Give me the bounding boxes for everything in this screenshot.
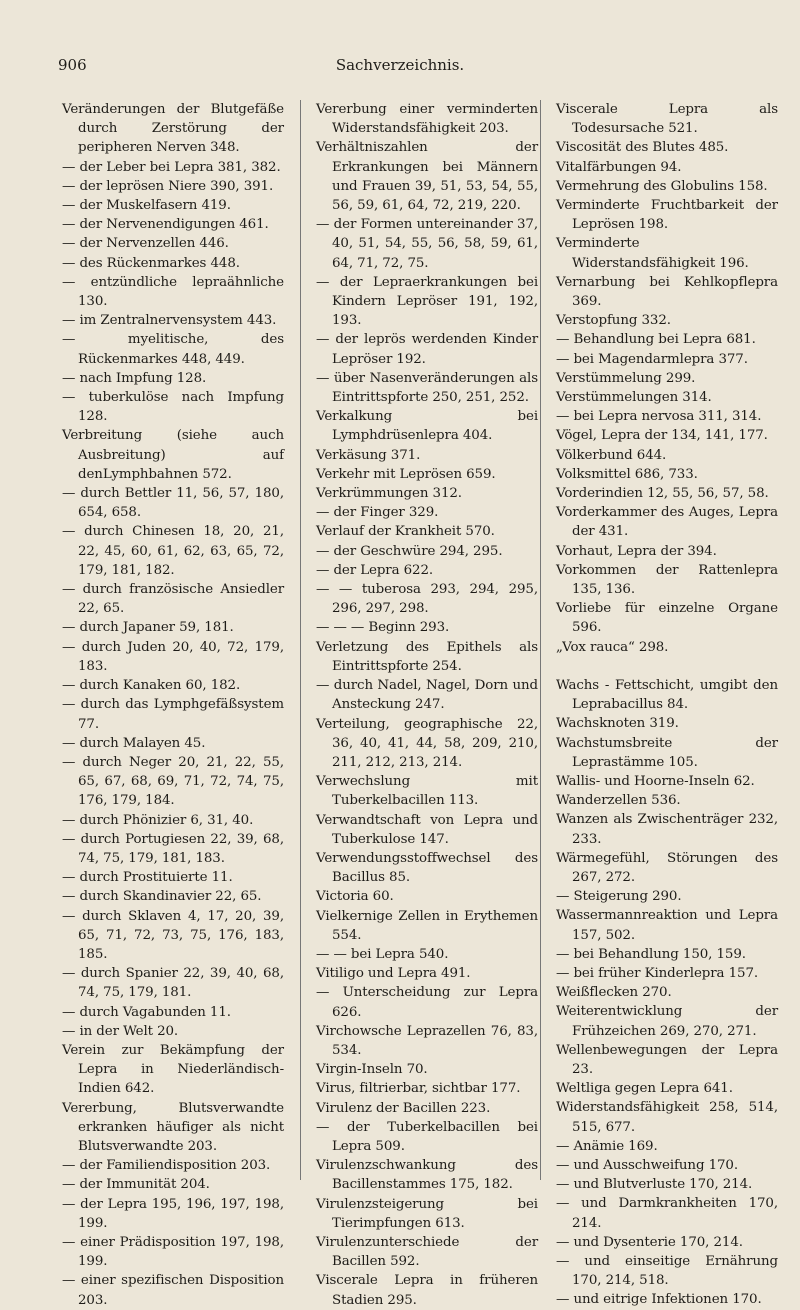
index-entry: — — — Beginn 293. [316,620,450,636]
index-entry: Vitiligo und Lepra 491. [316,966,471,982]
index-column-right [556,100,778,1310]
index-entry: — durch Bettler 11, 56, 57, 180, 654, 658. [62,486,284,521]
index-entry: — der Leber bei Lepra 381, 382. [62,159,281,175]
index-entry: Vitalfärbungen 94. [556,159,682,175]
index-entry: Verwendungsstoffwechsel des Bacillus 85. [316,850,538,886]
index-entry: — über Nasenveränderungen als Eintrittspforte 250, 251, 252. [316,370,538,406]
index-entry: Verwandtschaft von Lepra und Tuberkulose 147. [316,812,538,847]
index-entry: Verletzung des Epithels als Eintrittspforte 254. [316,639,538,674]
index-entry: Verlauf der Krankheit 570. [316,524,495,540]
index-entry: Virulenzschwankung des Bacillenstammes 175, 182. [316,1158,538,1193]
index-entry: Virus, filtrierbar, sichtbar 177. [316,1081,521,1097]
index-entry: — durch Phönizier 6, 31, 40. [62,812,254,828]
index-entry: Wassermannreaktion und Lepra 157, 502. [556,908,778,943]
index-entry: Widerstandsfähigkeit 258, 514, 515, 677. [556,1100,778,1135]
page-header [0,56,800,80]
index-entry: Vernarbung bei Kehlkopflepra 369. [556,274,778,310]
index-entry: — durch französische Ansiedler 22, 65. [62,582,284,617]
index-entry: Vorderindien 12, 55, 56, 57, 58. [556,486,769,502]
index-entry: — in der Welt 20. [62,1023,179,1039]
index-entry: Vererbung einer verminderten Widerstandsfähigkeit 203. [316,102,538,137]
index-entry: — durch Portugiesen 22, 39, 68, 74, 75, 179, 181, 183. [62,831,284,866]
index-entry: Vorhaut, Lepra der 394. [556,543,717,559]
index-entry: — durch Skandinavier 22, 65. [62,889,262,905]
index-entry: Verkalkung bei Lymphdrüsenlepra 404. [316,409,538,444]
index-entry: Wachsknoten 319. [556,716,679,732]
index-entry: — durch Japaner 59, 181. [62,620,234,636]
index-entry: Victoria 60. [316,889,394,905]
index-entry: Wanzen als Zwischenträger 232, 233. [556,812,778,847]
index-entry: — durch Sklaven 4, 17, 20, 39, 65, 71, 72, 73, 75, 176, 183, 185. [62,908,284,962]
column-divider [300,100,301,1180]
index-entry: — und Ausschweifung 170. [556,1157,739,1173]
index-entry: Vorkommen der Rattenlepra 135, 136. [556,562,778,598]
index-entry: Virulenz der Bacillen 223. [316,1100,491,1116]
index-entry: — durch Chinesen 18, 20, 21, 22, 45, 60, 61, 62, 63, 65, 72, 179, 181, 182. [62,524,284,578]
index-entry: — der Immunität 204. [62,1177,210,1193]
index-entry: Verstopfung 332. [556,313,671,329]
index-entry: — im Zentralnervensystem 443. [62,313,277,329]
index-entry: — myelitische, des Rückenmarkes 448, 449. [62,332,284,367]
index-entry: — durch Nadel, Nagel, Dorn und Ansteckung 247. [316,678,538,713]
index-entry: Verkehr mit Leprösen 659. [316,466,496,482]
index-entry: — der Nervenzellen 446. [62,236,229,252]
index-entry: Wärmegefühl, Störungen des 267, 272. [556,850,778,885]
index-entry: Wellenbewegungen der Lepra 23. [556,1042,778,1077]
index-entry: — der Geschwüre 294, 295. [316,543,503,559]
index-entry: — bei früher Kinderlepra 157. [556,965,759,981]
index-entry: — der Tuberkelbacillen bei Lepra 509. [316,1119,538,1154]
index-entry: — der Finger 329. [316,505,439,521]
index-entry: — und eitrige Infektionen 170. [556,1292,762,1308]
running-title: Sachverzeichnis. [335,56,465,74]
index-entry: Virchowsche Leprazellen 76, 83, 534. [316,1023,538,1058]
index-entry: — bei Magendarmlepra 377. [556,351,748,367]
index-entry: — bei Lepra nervosa 311, 314. [556,409,762,425]
index-entry: Vögel, Lepra der 134, 141, 177. [556,428,768,444]
index-entry: — und einseitige Ernährung 170, 214, 518. [556,1253,778,1289]
index-entry: Veränderungen der Blutgefäße durch Zerstörung der peripheren Nerven 348. [62,102,284,156]
index-entry: Verstümmelungen 314. [556,390,712,406]
index-entry: — der leprös werdenden Kinder Lepröser 192. [316,332,538,367]
index-entry: Verein zur Bekämpfung der Lepra in Niederländisch-Indien 642. [62,1042,284,1097]
index-column-middle [316,100,538,1310]
column-divider [540,100,541,1180]
index-entry: — der Lepra 195, 196, 197, 198, 199. [62,1196,284,1231]
index-entry: — durch Kanaken 60, 182. [62,678,241,694]
index-entry: — tuberkulöse nach Impfung 128. [62,390,284,425]
index-entry: Weißflecken 270. [556,985,672,1001]
index-entry: Viscerale Lepra in früheren Stadien 295. [316,1273,538,1308]
index-entry: Weiterentwicklung der Frühzeichen 269, 270, 271. [556,1004,778,1039]
index-entry: Viscosität des Blutes 485. [556,140,729,156]
index-entry: Wanderzellen 536. [556,793,681,809]
index-entry: Vererbung, Blutsverwandte erkranken häufiger als nicht Blutsverwandte 203. [62,1100,284,1154]
index-entry: — Behandlung bei Lepra 681. [556,332,756,348]
index-entry: — der Muskelfasern 419. [62,198,231,214]
index-entry: Viscerale Lepra als Todesursache 521. [556,102,778,137]
index-entry: — durch das Lymphgefäßsystem 77. [62,697,284,732]
index-entry: — der Lepraerkrankungen bei Kindern Lepröser 191, 192, 193. [316,274,538,329]
index-entry: — durch Juden 20, 40, 72, 179, 183. [62,639,284,674]
index-entry: — nach Impfung 128. [62,370,207,386]
index-entry: Volksmittel 686, 733. [556,466,698,482]
index-entry: — Steigerung 290. [556,889,682,905]
index-entry: Verbreitung (siehe auch Ausbreitung) auf denLymphbahnen 572. [62,428,284,482]
index-entry: — bei Behandlung 150, 159. [556,946,746,962]
index-entry: — der Formen untereinander 37, 40, 51, 54, 55, 56, 58, 59, 61, 64, 71, 72, 75. [316,217,538,271]
index-entry: Vielkernige Zellen in Erythemen 554. [316,908,538,943]
index-entry: — einer Prädisposition 197, 198, 199. [62,1234,284,1270]
index-entry: „Vox rauca“ 298. [556,639,669,655]
index-entry: Virgin-Inseln 70. [316,1062,428,1078]
index-entry: Wachstumsbreite der Leprastämme 105. [556,735,778,770]
index-entry: — und Blutverluste 170, 214. [556,1177,753,1193]
index-entry: — und Dysenterie 170, 214. [556,1234,743,1250]
index-column-left [62,100,284,1310]
index-entry: — Unterscheidung zur Lepra 626. [316,985,538,1020]
index-entry: Verhältniszahlen der Erkrankungen bei Männern und Frauen 39, 51, 53, 54, 55, 56, 59, 61, 64, 72, 219, 220. [316,140,538,214]
index-entry: Verkrümmungen 312. [316,486,462,502]
index-entry: Wachs - Fettschicht, umgibt den Leprabacillus 84. [556,677,778,713]
index-entry: — — tuberosa 293, 294, 295, 296, 297, 298. [316,582,538,617]
index-entry: — durch Prostituierte 11. [62,870,233,886]
index-entry: — und Darmkrankheiten 170, 214. [556,1196,778,1231]
section-gap [556,657,778,676]
index-entry: Verwechslung mit Tuberkelbacillen 113. [316,774,538,809]
index-entry: — durch Malayen 45. [62,735,206,751]
index-entry: — durch Vagabunden 11. [62,1004,231,1020]
index-entry: — des Rückenmarkes 448. [62,255,240,271]
index-entry: Virulenzunterschiede der Bacillen 592. [316,1234,538,1270]
index-entry: — durch Neger 20, 21, 22, 55, 65, 67, 68, 69, 71, 72, 74, 75, 176, 179, 184. [62,754,284,809]
index-entry: — — bei Lepra 540. [316,946,449,962]
page-number: 906 [58,56,87,74]
index-entry: Völkerbund 644. [556,447,667,463]
index-entry: — einer spezifischen Disposition 203. [62,1273,284,1308]
index-entry: Verkäsung 371. [316,447,421,463]
index-entry: Verminderte Fruchtbarkeit der Leprösen 198. [556,198,778,233]
index-entry: Verstümmelung 299. [556,370,696,386]
index-entry: Weltliga gegen Lepra 641. [556,1081,733,1097]
index-entry: — entzündliche lepraähnliche 130. [62,274,284,310]
index-entry: Vorliebe für einzelne Organe 596. [556,601,778,636]
index-entry: — durch Spanier 22, 39, 40, 68, 74, 75, 179, 181. [62,966,284,1001]
index-entry: Verteilung, geographische 22, 36, 40, 41, 44, 58, 209, 210, 211, 212, 213, 214. [316,716,538,770]
index-entry: Verminderte Widerstandsfähigkeit 196. [556,236,749,271]
index-entry: Virulenzsteigerung bei Tierimpfungen 613. [316,1196,538,1231]
index-entry: Vorderkammer des Auges, Lepra der 431. [556,505,778,540]
index-entry: — der Familiendisposition 203. [62,1158,271,1174]
index-entry: — der Nervenendigungen 461. [62,217,269,233]
index-entry: — Anämie 169. [556,1138,658,1154]
index-entry: Wallis- und Hoorne-Inseln 62. [556,773,755,789]
index-entry: — der leprösen Niere 390, 391. [62,178,274,194]
index-entry: — der Lepra 622. [316,562,434,578]
index-entry: Vermehrung des Globulins 158. [556,178,768,194]
